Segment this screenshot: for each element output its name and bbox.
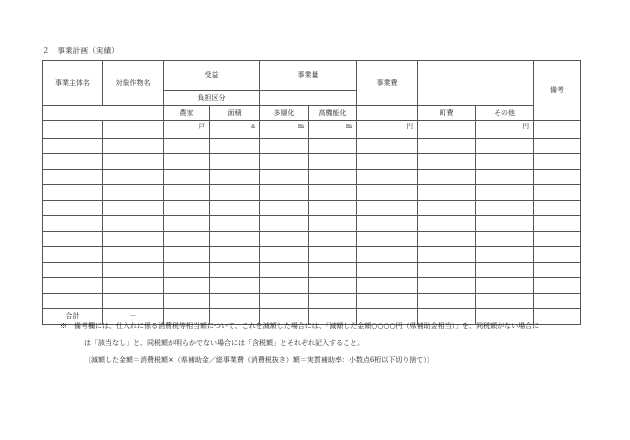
header-crop: 対象作物名: [103, 61, 164, 106]
table-cell[interactable]: [164, 293, 210, 309]
table-cell[interactable]: [534, 169, 581, 185]
header-cost: 事業費: [357, 61, 418, 106]
table-cell[interactable]: [260, 138, 309, 154]
table-cell[interactable]: [534, 247, 581, 263]
note-line-1: ※ 備考欄には、仕入れに係る消費税等相当額について、これを減額した場合には、「減額した金額○○○○円（県補助金相当）」を、同税額がない場合に: [60, 322, 540, 330]
table-cell[interactable]: [103, 216, 164, 232]
table-cell[interactable]: [210, 293, 260, 309]
table-cell[interactable]: [476, 169, 534, 185]
table-cell[interactable]: [418, 216, 476, 232]
unit-farmers[interactable]: 戸: [164, 121, 210, 139]
header-remarks: 備考: [534, 61, 581, 121]
table-cell[interactable]: [43, 278, 103, 294]
table-cell[interactable]: [418, 293, 476, 309]
table-cell[interactable]: [210, 278, 260, 294]
table-cell[interactable]: [103, 200, 164, 216]
table-cell[interactable]: [357, 185, 418, 201]
table-cell[interactable]: [309, 247, 357, 263]
table-cell[interactable]: [418, 200, 476, 216]
table-row: [43, 154, 581, 170]
table-cell[interactable]: [43, 216, 103, 232]
table-cell[interactable]: [43, 200, 103, 216]
table-cell[interactable]: [534, 262, 581, 278]
table-cell[interactable]: [357, 154, 418, 170]
table-cell[interactable]: [534, 293, 581, 309]
table-row: [43, 185, 581, 201]
table-row: [43, 169, 581, 185]
unit-diversify[interactable]: m: [260, 121, 309, 139]
cell-town[interactable]: [418, 121, 476, 139]
table-cell[interactable]: [210, 185, 260, 201]
cell-remarks[interactable]: [534, 121, 581, 139]
table-row: [43, 121, 581, 139]
total-label: 合計: [43, 309, 103, 325]
header-volume: 事業量: [260, 61, 357, 91]
table-cell[interactable]: [164, 278, 210, 294]
table-cell[interactable]: [418, 262, 476, 278]
table-cell[interactable]: [43, 231, 103, 247]
table-cell[interactable]: [309, 231, 357, 247]
table-cell[interactable]: [260, 247, 309, 263]
table-cell[interactable]: [43, 247, 103, 263]
cell-crop[interactable]: [103, 121, 164, 139]
table-cell[interactable]: [164, 200, 210, 216]
header-area: 面積: [210, 106, 260, 121]
table-cell[interactable]: [357, 293, 418, 309]
total-crop-dash: －: [103, 309, 164, 325]
table-cell[interactable]: [164, 231, 210, 247]
business-plan-table: [42, 60, 581, 325]
header-blank-cost: [357, 106, 418, 121]
cell-entity[interactable]: [43, 121, 103, 139]
unit-other[interactable]: 円: [476, 121, 534, 139]
table-row: [43, 231, 581, 247]
table-cell[interactable]: [164, 185, 210, 201]
table-cell[interactable]: [476, 138, 534, 154]
table-cell[interactable]: [164, 154, 210, 170]
table-cell[interactable]: [309, 185, 357, 201]
table-cell[interactable]: [534, 154, 581, 170]
table-cell[interactable]: [164, 169, 210, 185]
table-cell[interactable]: [260, 278, 309, 294]
section-title: ２ 事業計画（実績）: [42, 46, 119, 55]
table-cell[interactable]: [534, 231, 581, 247]
table-cell[interactable]: [43, 185, 103, 201]
table-cell[interactable]: [164, 262, 210, 278]
table-cell[interactable]: [260, 169, 309, 185]
table-cell[interactable]: [418, 138, 476, 154]
header-beneficiary: 受益: [164, 61, 260, 91]
table-cell[interactable]: [476, 200, 534, 216]
table-cell[interactable]: [418, 278, 476, 294]
table-cell[interactable]: [476, 278, 534, 294]
table-cell[interactable]: [260, 216, 309, 232]
table-cell[interactable]: [357, 262, 418, 278]
table-cell[interactable]: [260, 293, 309, 309]
table-cell[interactable]: [357, 231, 418, 247]
table-cell[interactable]: [103, 231, 164, 247]
header-entity: 事業主体名: [43, 61, 103, 106]
header-row-1: [43, 61, 581, 91]
table-cell[interactable]: [43, 138, 103, 154]
table-cell[interactable]: [309, 200, 357, 216]
table-row: [43, 138, 581, 154]
unit-area[interactable]: a: [210, 121, 260, 139]
unit-cost[interactable]: 円: [357, 121, 418, 139]
table-cell[interactable]: [309, 169, 357, 185]
table-cell[interactable]: [534, 185, 581, 201]
table-cell[interactable]: [164, 216, 210, 232]
table-cell[interactable]: [476, 247, 534, 263]
table-cell[interactable]: [534, 278, 581, 294]
table-cell[interactable]: [476, 154, 534, 170]
table-cell[interactable]: [210, 169, 260, 185]
header-row-3: [43, 106, 581, 121]
table-cell[interactable]: [357, 278, 418, 294]
note-line-3: 〔減額した金額＝消費税額×（県補助金／総事業費（消費税抜き）額＝実質補助率：小数点6桁以下切り捨て）〕: [84, 356, 434, 364]
table-cell[interactable]: [210, 231, 260, 247]
table-cell[interactable]: [260, 231, 309, 247]
table-cell[interactable]: [418, 231, 476, 247]
table-cell[interactable]: [43, 262, 103, 278]
table-cell[interactable]: [309, 293, 357, 309]
table-cell[interactable]: [357, 216, 418, 232]
table-row: [43, 216, 581, 232]
table-cell[interactable]: [43, 169, 103, 185]
unit-advanced[interactable]: m: [309, 121, 357, 139]
table-row: [43, 262, 581, 278]
table-cell[interactable]: [260, 262, 309, 278]
table-cell[interactable]: [476, 262, 534, 278]
table-cell[interactable]: [418, 185, 476, 201]
table-cell[interactable]: [418, 154, 476, 170]
table-cell[interactable]: [534, 200, 581, 216]
table-cell[interactable]: [534, 216, 581, 232]
table-cell[interactable]: [476, 231, 534, 247]
table-cell[interactable]: [476, 293, 534, 309]
table-cell[interactable]: [476, 185, 534, 201]
table-cell[interactable]: [309, 216, 357, 232]
table-cell[interactable]: [357, 169, 418, 185]
table-cell[interactable]: [43, 293, 103, 309]
table-cell[interactable]: [210, 216, 260, 232]
table-cell[interactable]: [103, 293, 164, 309]
table-cell[interactable]: [357, 247, 418, 263]
header-town: 町費: [418, 106, 476, 121]
table-cell[interactable]: [309, 262, 357, 278]
note-line-2: は「該当なし」と、同税額が明らかでない場合には「含税額」とそれぞれ記入すること。: [84, 339, 364, 347]
table-cell[interactable]: [103, 247, 164, 263]
header-burden: 負担区分: [164, 91, 260, 106]
header-burden-spacer-2: [476, 61, 534, 91]
header-advanced: 高機能化: [309, 106, 357, 121]
table-cell[interactable]: [260, 154, 309, 170]
table-cell[interactable]: [357, 138, 418, 154]
table-cell[interactable]: [103, 138, 164, 154]
table-cell[interactable]: [164, 247, 210, 263]
table-cell[interactable]: [309, 278, 357, 294]
table-cell[interactable]: [210, 262, 260, 278]
header-diversify: 多層化: [260, 106, 309, 121]
table-cell[interactable]: [476, 216, 534, 232]
table-cell[interactable]: [309, 154, 357, 170]
table-cell[interactable]: [103, 185, 164, 201]
table-cell[interactable]: [103, 169, 164, 185]
header-farmers: 農家: [164, 106, 210, 121]
header-blank-left: [43, 106, 164, 121]
table-cell[interactable]: [210, 247, 260, 263]
table-cell[interactable]: [418, 169, 476, 185]
header-burden-spacer: [418, 61, 476, 91]
table-cell[interactable]: [260, 185, 309, 201]
table-cell[interactable]: [103, 262, 164, 278]
table-cell[interactable]: [164, 138, 210, 154]
table-cell[interactable]: [260, 200, 309, 216]
table-cell[interactable]: [534, 138, 581, 154]
table-row: [43, 200, 581, 216]
header-other: その他: [476, 106, 534, 121]
table-cell[interactable]: [210, 138, 260, 154]
table-cell[interactable]: [210, 154, 260, 170]
table-cell[interactable]: [103, 154, 164, 170]
table-cell[interactable]: [43, 154, 103, 170]
table-row: [43, 278, 581, 294]
table-cell[interactable]: [103, 278, 164, 294]
table-cell[interactable]: [418, 247, 476, 263]
table-cell[interactable]: [357, 200, 418, 216]
table-row: [43, 247, 581, 263]
notes-block: [60, 318, 620, 369]
table-cell[interactable]: [309, 138, 357, 154]
table-cell[interactable]: [210, 200, 260, 216]
table-row: [43, 293, 581, 309]
